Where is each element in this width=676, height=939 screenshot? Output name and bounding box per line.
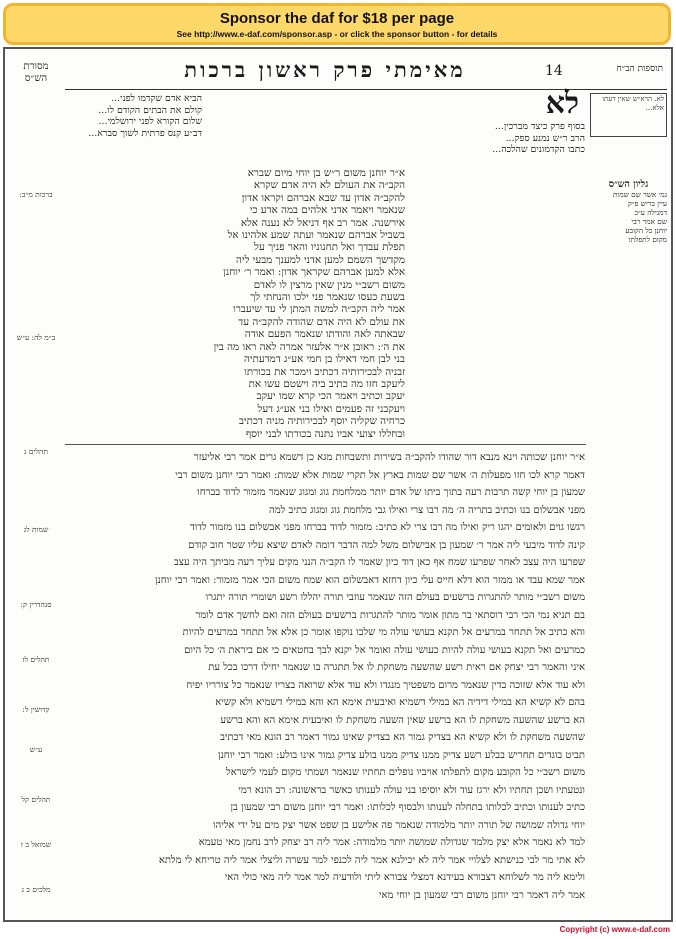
gemara-line: מקדשך השמם למען אדני למענך מבעי ליה (235, 253, 405, 266)
gemara-line: שנאמר ויאמר אדני אלהים במה אדע כי (249, 204, 405, 217)
gemara-bottom-column (67, 449, 585, 915)
margin-note: תהלים קל (21, 795, 51, 804)
gemara-line: שמעון בן יוחי קשה תרבות רעה בתוך ביתו של אדם יותר ממלחמת גוג ומגוג שנאמר מזמור לדוד בברחו (197, 487, 585, 498)
right-panel (590, 93, 667, 244)
margin-note: מלכים ב ג (21, 885, 51, 894)
gemara-line: משום רשב״י כל הקובע מקום לתפלתו אויביו נופלים תחתיו שנאמר ושמתי מקום לעמי לישראל (226, 767, 585, 778)
gemara-line: בשביל אברהם שנאמר ועתה שמע אלהינו אל (227, 229, 405, 242)
rashi-line: הביא אדם שקדמו לפני... (111, 93, 202, 104)
gemara-line: כרחיה שקליה יוסף לבכירותיה מניה דכתיב (238, 415, 405, 428)
gemara-line: הא ברשע שהשעה משחקת לו הא ברשע שאין השעה משחקת לו ואיבעית אימא הא והא ברשע (220, 714, 585, 726)
gemara-line: שבאתה לאה והודתו שנאמר הפעם אודה (244, 328, 405, 341)
margin-note: קדושין ל: (22, 705, 50, 714)
mesoret-hashas-label: מסורת הש״ס (23, 61, 49, 84)
gemara-line: את עולם לא היה אדם שהודה להקב״ה עד (238, 315, 405, 328)
gemara-line: ליעקב חזו מה כתיב ביה וישטם עשו את (248, 377, 405, 390)
gemara-line: לא אתי מר לבי כנישתא לצלויי אמר ליה לא יכילנא אמר ליה לכנפי למר עשרה וליצלי אמר ליה טריחא לי מלתא (158, 854, 585, 866)
page-number: 14 (545, 63, 563, 79)
gemara-line: להקב״ה אדון עד שבא אברהם וקראו אדון (241, 191, 405, 204)
gilyon-line: יוחנן כל הקובע (625, 226, 667, 235)
gemara-line: בשעת כעסו שנאמר פני ילכו והנחתי לך (250, 291, 405, 304)
section-divider (65, 444, 586, 445)
gilyon-line: גמ׳ אשר שם שמות (612, 190, 667, 199)
talmud-page (3, 47, 673, 922)
rashi-line: דב״ע קנס פרתית לשוך סברא... (88, 128, 202, 140)
gemara-line: אירשנה. אמר רב אף דניאל לא נענה אלא (240, 216, 405, 229)
tosafot-bach-label: תוספות הב״ח (616, 64, 663, 74)
gemara-line: תפלת עבדך ואל תחנוניו והאר פניך על (254, 241, 405, 254)
gemara-line: בם תניא נמי הכי רבי דוסתאי בר מתון אומר מותר להתגרות ברשעים בעולם הזה ואם לחשך אדם לומר (195, 609, 585, 621)
tosafot-line: כתבו הקדמונים שהלכה... (492, 144, 585, 156)
margin-notes-column (11, 95, 61, 914)
margin-note: סנהדרין ק: (20, 600, 52, 609)
gemara-line: מפני אבשלום בנו וכתיב בתריה ה׳ מה רבו צרי ואילו גבי מלחמת גוג ומגוג כתיב למה (268, 504, 585, 516)
margin-note: שמואל ב ז (20, 840, 52, 849)
tosafot-column (410, 121, 585, 441)
margin-note: ע״ש (29, 745, 43, 754)
banner-subtitle[interactable]: See http://www.e-daf.com/sponsor.asp - or click the sponsor button - for details (176, 29, 498, 39)
gemara-line: כתיב לענותו וכתיב לכלותו בתחלה לענותו ולבסוף לכלותו: ואמר רבי יוחנן משום רבי שמעון בן (230, 802, 585, 813)
gemara-line: הקב״ה את העולם לא היה אדם שקרא (253, 179, 405, 192)
gemara-line: כמרעים ואל תקנא בעושי עולה להיות כעושי עולה ואומר אל יקנא לבך בחטאים כי אם ביראת ה׳ כל היום (184, 644, 585, 656)
gemara-line: והא כתיב אל תתחר במרעים אל תקנא בעושי עולה מי שלבו נוקפו אומר כן אלא אל תתחר במרעים להיות (182, 627, 585, 638)
gilyon-notes (590, 190, 667, 244)
gemara-line: קינה לדוד מיבעי ליה אמר ר׳ שמעון בן אבישלום משל למה הדבר דומה לאדם שיצא עליו שטר חוב קודם (188, 539, 585, 551)
gemara-line: א״ר יוחנן שכותה וינא מנבא דור שהודו להקב״ה בשירות ותשבחות מגא כן דשמא גרים אמר רבי אליעזר (193, 452, 585, 463)
gemara-line: תביט בוגדים תחריש בבלע רשע צדיק ממנו צדיק ממנו בולע צדיק גמור אינו בולע: ואמר רבי יוחנן (217, 749, 585, 761)
opening-word: לא (545, 86, 579, 121)
tosafot-bach-text: לא. הרא״ש שאין דעתו אלא... (602, 95, 664, 112)
margin-note: תהלים לז (22, 655, 50, 664)
banner-title: Sponsor the daf for $18 per page (219, 10, 455, 27)
tosafot-line: הרב ר״ש נמנע ספק... (505, 132, 585, 144)
gilyon-line: עיין בריש פ״ק (627, 199, 667, 208)
gemara-line: משום רשב״י מנין שאין מרצין לו לאדם (253, 278, 405, 291)
gemara-line: ובחללו יצועי אביו נתנה בכורתו לבני יוסף (245, 427, 405, 440)
gemara-line: למד לא נאמר אלא יצק מלמד שגדולה שמושה יותר מלמודה: אמר ליה רב יצחק לרב נחמן מאי טעמא (198, 837, 585, 848)
gilyon-line: דמגילה ע״ב (634, 208, 667, 217)
rashi-line: קולם את הבתים הקודם לו... (98, 104, 202, 116)
margin-note: תהלים ג (24, 447, 48, 456)
gemara-line: זבניה לבכירותיה דכתיב וימכר את בכורתו (244, 365, 405, 378)
gemara-line: בני לבן חמי דאילו בן חמי אע״ג דמדעתיה (243, 353, 405, 366)
gemara-line: ויעקבני זה פעמים ואילו בני אע״ג דעל (257, 402, 405, 415)
gemara-line: יוחי גדולה שמושה של תורה יותר מלמודה שנאמר פה אלישע בן שפט אשר יצק מים על ידי אליהו (212, 819, 585, 831)
gemara-line: איני והאמר רבי יצחק אם ראית רשע שהשעה משחקת לו אל תתגרה בו שנאמר יחילו דרכו בכל עת (208, 662, 585, 673)
gemara-line: את ה׳: ראובן א״ר אלעזר אמרה לאה ראו מה בין (213, 340, 405, 353)
gemara-line: ונטעתיו ושכן תחתיו ולא ירגז עוד ולא יוסיפו בני עולה לענותו כאשר בראשונה: רב הונא רמי (238, 784, 585, 796)
gemara-line: שהשעה משחקת לו ולא קשיא הא בצדיק גמור הא בצדיק שאינו גמור דאמר רב הונא מאי דכתיב (220, 732, 585, 743)
margin-note: שמות לג (23, 525, 49, 534)
gemara-line: א״ר יוחנן משום ר״ש בן יוחי מיום שברא (247, 167, 405, 179)
rashi-line: שלום הקורא לפני ירושלמי... (98, 116, 202, 128)
page-title: מאימתי פרק ראשון ברכות (184, 57, 466, 82)
gilyon-heading: גליון הש״ס (608, 179, 649, 190)
sponsor-banner[interactable] (3, 3, 671, 45)
gilyon-line: שם אמר רבי (631, 217, 667, 226)
tosafot-bach-box (590, 93, 667, 137)
copyright-notice[interactable]: Copyright (c) www.e-daf.com (559, 925, 670, 934)
rashi-column (67, 93, 202, 438)
gemara-line: אמר שמא עבד או ממזר הוא דלא חייס עלי כיון דחזא דאבשלום הוא שמח משום הכי אמר מזמור: ואמר רבי יוחנן (154, 574, 585, 586)
gemara-line: אלא למען אברהם שקראך אדון: ואמר ר׳ יוחנן (223, 266, 405, 279)
gemara-line: בהם לא קשיא הא במילי דידיה הא במילי דשמיא ואיבעית אימא הא והא במילי דשמיא ולא קשיא (215, 697, 585, 708)
gemara-line: ולא עוד אלא שזוכה בדין שנאמר מרום משפטיך מנגדו ולא עוד אלא שרואה בצריו שנאמר כל צורריו יפיח (186, 679, 585, 691)
margin-note: ברכות מ״ב: (19, 190, 53, 199)
gemara-line: רגשו גוים ולאומים יהגו ריק ואילו מה רבו צרי לא כתיב: מזמור לדוד בברחו מפני אבשלום בנו מזמור לדוד (189, 522, 585, 533)
tosafot-line: בסוף פרק כיצד מברכין... (494, 121, 585, 132)
gilyon-line: מקום לתפלתו (628, 235, 667, 244)
margin-note: ב״מ לה: ע״ש (16, 333, 56, 342)
gemara-line: משום רשב״י מותר להתגרות ברשעים בעולם הזה שנאמר עוזבי תורה יהללו רשע ושומרי תורה יתגרו (205, 592, 585, 603)
gemara-line: דאמר קרא לכו חזו מפעלות ה׳ אשר שם שמות בארץ אל תקרי שמות אלא שמות: ואמר רבי יוחנן משום רבי (175, 469, 585, 481)
gemara-main-column (210, 167, 405, 442)
gemara-line: שפרעו היה עצב לאחר שפרעו שמח אף כאן דוד כיון שאמר לו הקב״ה הנני מקים עליך רעה מביתך היה עצב (173, 557, 585, 568)
gemara-line: אמר ליה דאמר רבי יוחנן משום רבי שמעון בן יוחי מאי (378, 889, 585, 901)
gemara-line: אמר ליה הקב״ה למשה המתן לי עד שיעברו (233, 303, 405, 316)
gemara-line: ולימא ליה מר לשלוחא דצבורא בעידנא דמצלי צבורא ליתי ולודעיה למר אמר ליה מאי כולי האי (224, 872, 585, 883)
gemara-line: יעקב וכתיב ויאמר הכי קרא שמו יעקב (256, 390, 405, 403)
